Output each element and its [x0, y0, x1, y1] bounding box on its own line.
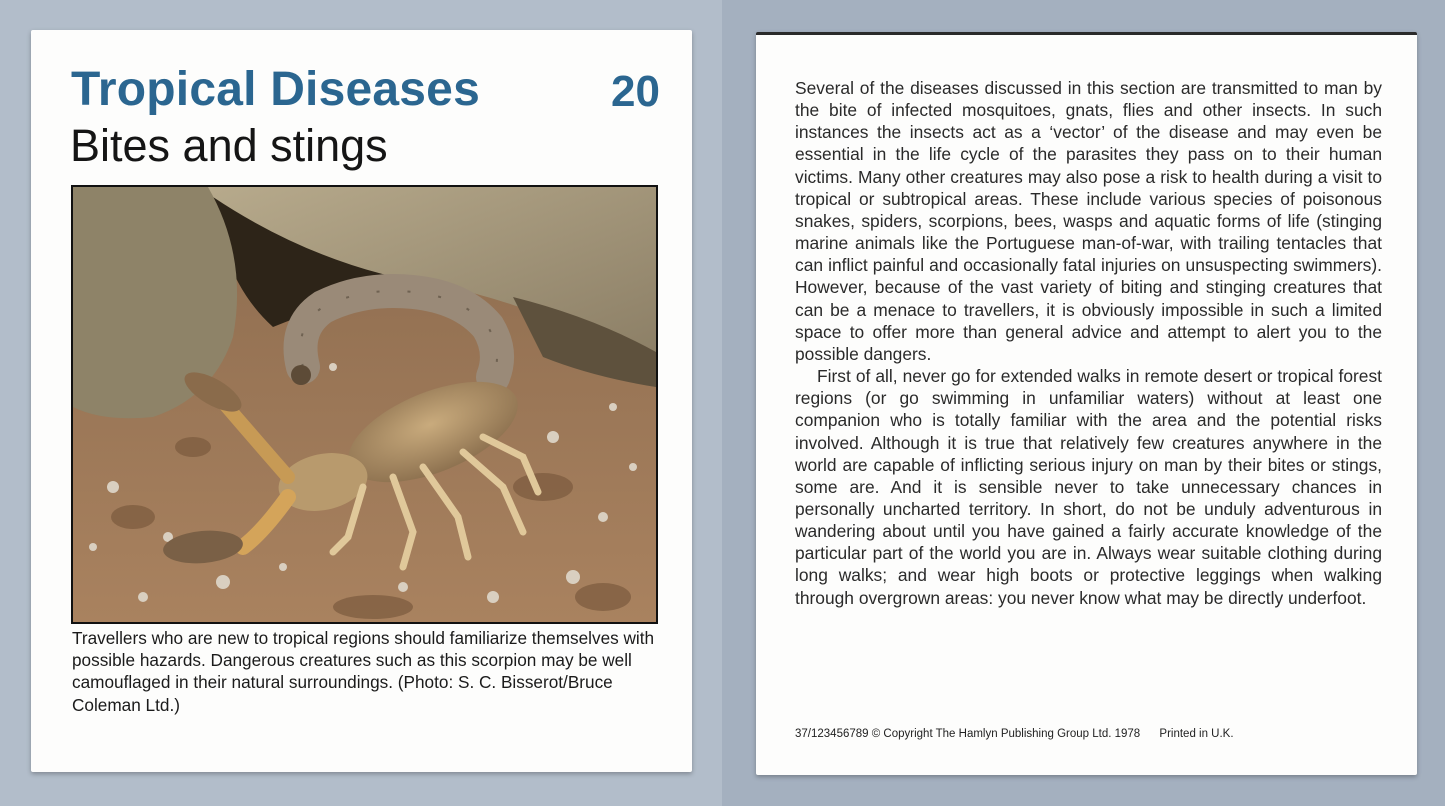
copyright-notice: © Copyright The Hamlyn Publishing Group Ltd. 1978 — [871, 728, 1141, 740]
scorpion-photo — [71, 185, 658, 624]
catalog-number: 37/123456789 — [795, 728, 869, 740]
article-text — [795, 77, 1382, 609]
scorpion-illustration — [73, 187, 656, 622]
series-title: Tropical Diseases — [71, 63, 480, 116]
printed-in: Printed in U.K. — [1159, 728, 1234, 740]
card-back — [756, 32, 1417, 775]
card-front — [31, 30, 692, 772]
paragraph-2: First of all, never go for extended walks in remote desert or tropical forest regions (or go swimming in unfamiliar waters) without at least one companion who is totally familiar with the area and the potential risks involved. Although it is true that relatively few creatures anywhere in the world are capable of inflicting serious injury on man by their bites or stings, some are. And it is sensible never to take unnecessary chances in personally uncharted territory. In short, do not be unduly adventurous in wandering about until you have gained a fairly accurate knowledge of the particular part of the world you are in. Always wear suitable clothing during long walks; and wear high boots or protective leggings when walking through overgrown areas: you never know what may be directly underfoot. — [795, 366, 1382, 608]
scorpion-stinger — [291, 365, 311, 385]
card-number: 20 — [611, 67, 660, 116]
card-subtitle: Bites and stings — [70, 120, 388, 171]
paragraph-1: Several of the diseases discussed in this section are transmitted to man by the bite of infected mosquitoes, gnats, flies and other insects. In such instances the insects act as a ‘vector’ of the disease and may even be essential in the life cycle of the parasites they pass on to their human victims. Many other creatures may also pose a risk to health during a visit to tropical or subtropical areas. These include various species of poisonous snakes, spiders, scorpions, bees, wasps and aquatic forms of life (stinging marine animals like the Portuguese man-of-war, with trailing tentacles that can inflict painful and occasionally fatal injuries on unsuspecting swimmers). However, because of the vast variety of biting and stinging creatures that can be a menace to travellers, it is obviously impossible in such a limited space to offer more than general advice and attempt to alert you to the possible dangers. — [795, 78, 1382, 364]
footer — [795, 728, 1395, 740]
photo-caption: Travellers who are new to tropical regions should familiarize themselves with possible hazards. Dangerous creatures such as this scorpion may be well camouflaged in their natural surroundings. (Photo: S. C. Bisserot/Bruce Coleman Ltd.) — [72, 628, 655, 715]
